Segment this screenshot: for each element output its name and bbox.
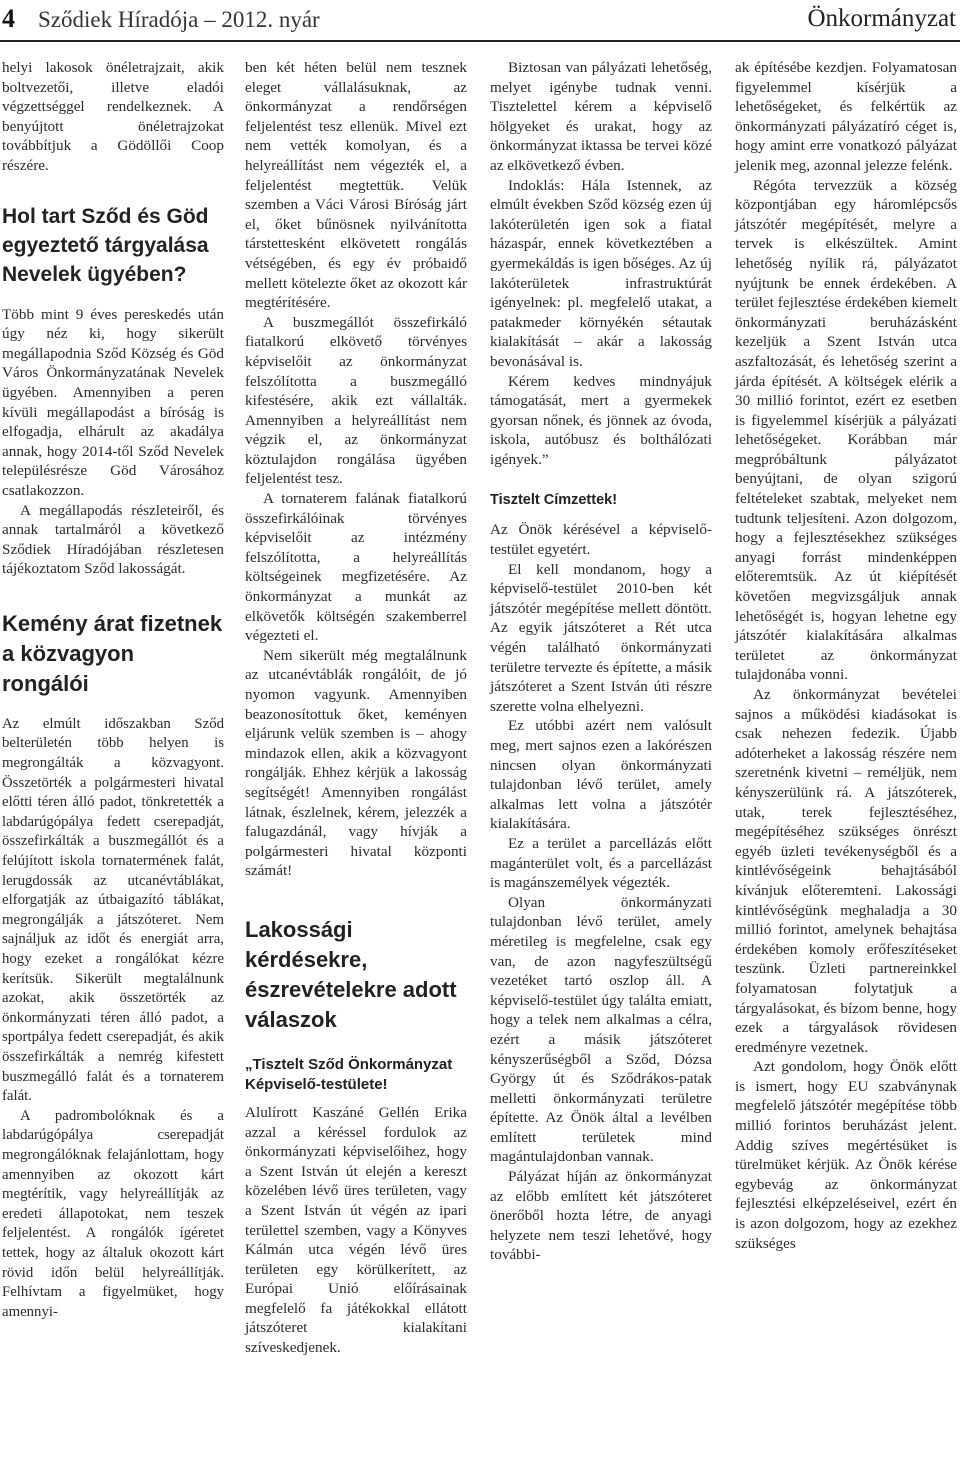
paragraph: Az elmúlt időszakban Sződ belterületén több helyen is megrongálták a közvagyont. Összetörték a polgármesteri hivatal előtti téren álló padot, tönkretették a labdarúgópálya fedett cserepadját, összefirkálták a buszmegállót és a felújított iskola tornatermének falát, lerugdossák az utcanévtáblákat, elforgatják az útbaigazító táblákat, megrongálják a játszóteret. Nem sajnáljuk az időt és energiát arra, hogy ezeket a rongálókat kézre kerítsük. Sikerült megtalálnunk azokat, akik összetörték az önkormányzati téren álló padot, a sportpálya fedett cserepadját, és akik összefirkálták a nemrég kifestett buszmegálló falát és a tornaterem falát. bbox=[2, 715, 224, 1105]
paragraph: Nem sikerült még megtalálnunk az utcanévtáblák rongálóit, de jó nyomon vagyunk. Amennyiben beazonosítottuk őket, keményen eljárunk velük szemben is – ahogy mindazok ellen, akik a közvagyont rongálják. Ehhez kérjük a lakosság segítségét! Amennyiben rongálást látnak, észlelnek, kérem, jelezzék a falugazdánál, vagy hívják a polgármesteri hivatal központi számát! bbox=[245, 646, 467, 880]
header-rule bbox=[0, 40, 960, 42]
headline-nevelek: Hol tart Sződ és Göd egyeztető tárgyalása Nevelek ügyében? bbox=[2, 204, 209, 286]
page-number: 4 bbox=[2, 4, 15, 33]
headline-kozvagyon: Kemény árat fizetnek a közvagyon rongálói bbox=[2, 610, 223, 696]
paragraph: El kell mondanom, hogy a képviselő-testület 2010-ben két játszótér megépítése mellett döntött. Az egyik játszóteret a Rét utca végén található önkormányzati területre tervezte és építette, a másik játszóteret a Szent István úti részre szerette volna elhelyezni. bbox=[490, 560, 712, 715]
paragraph: ak építésébe kezdjen. Folyamatosan figyelemmel kísérjük a lehetőségeket, és felkértük az önkormányzati pályázatíró céget is, hogy amint erre vonatkozó pályázat jelenik meg, azonnal jelezze felénk. bbox=[735, 59, 957, 174]
paragraph: Azt gondolom, hogy Önök előtt is ismert, hogy EU szabványnak megfelelő játszótér megépítése több millió forintos beruházást jelent. Addig szíves megértésüket is türelmüket kérjük. Az Önök kérése egybevág az önkormányzat fejlesztési elképzeléseivel, ezért én is azon dolgozom, hogy az ezekhez szükséges bbox=[735, 1058, 957, 1252]
paragraph: Olyan önkormányzati tulajdonban lévő terület, amely méretileg is megfelelne, csak egy van, de azon nagyfeszültségű vezetéket tartó oszlop áll. A képviselő-testület úgy találta emiatt, hogy a telek nem alkalmas a célra, ezért a másik játszóteret kényszerűségből a Sződ, Dózsa György út és Sződrákos-patak melletti önkormányzati területre építette. Az Önök által a levélben említett területek mind magántulajdonban vannak. bbox=[490, 893, 712, 1166]
headline-lakossagi: Lakossági kérdésekre, észrevételekre adott válaszok bbox=[245, 916, 457, 1032]
paragraph: Több mint 9 éves pereskedés után úgy néz ki, hogy sikerült megállapodnia Sződ Község és Göd Város Önkormányzatának Nevelek ügyében. Amennyiben a peren kívüli megállapodást a bíróság is elfogadja, elhárult az akadálya annak, hogy 2014-től Sződ Nevelek településrésze Göd Városához csatlakozzon. bbox=[2, 305, 224, 499]
paragraph: helyi lakosok önéletrajzait, akik boltvezetői, illetve eladói végzettséggel rendelkeznek. A benyújtott önéletrajzokat továbbítjuk a Gödöllői Coop részére. bbox=[2, 59, 224, 174]
letter-salutation: „Tisztelt Sződ Önkormányzat Képviselő-testülete! bbox=[245, 1055, 453, 1093]
paragraph: Kérem kedves mindnyájuk támogatását, mert a gyermekek gyorsan nőnek, és jönnek az óvoda, iskola, autóbusz és bolthálózati igények.” bbox=[490, 372, 712, 468]
column-2 bbox=[245, 58, 467, 1358]
column-3 bbox=[490, 58, 712, 1265]
paragraph: A tornaterem falának fiatalkorú összefirkálóinak törvényes képviselőit az intézmény felszólította, a helyreállítás költségeinek megfizetésére. Az önkormányzat a munkát az elkövetők költségén szakemberrel végezteti el. bbox=[245, 490, 467, 645]
paragraph: A buszmegállót összefirkáló fiatalkorú elkövető törvényes képviselőit az önkormányzat felszólította a buszmegálló kifestésére, akik ezt vállalták. Amennyiben a helyreállítást nem végzik el, az önkormányzat köztulajdon rongálása ügyében feljelentést tesz. bbox=[245, 313, 467, 488]
paragraph: Régóta tervezzük a község központjában egy háromlépcsős játszótér megépítését, melyre a tervek is elkészültek. Amint lehetőség nyílik rá, pályázatot nyújtunk be ennek érdekében. A terület fejlesztése érdekében kiemelt önkormányzati beruházásként kezeljük a Szent István utca aszfaltozását, és lehetőség szerint a járda építését. A költségek elérik a 30 millió forintot, ezért ez esetben is figyelemmel kísérjük a pályázati lehetőségeket. Korábban már megpróbáltunk pályázatot benyújtani, de olyan szigorú feltételeket szabtak, melyeket nem tudtunk teljesíteni. Azon dolgozom, hogy a fejlesztésekhez szükséges anyagi forrást mindenképpen előteremtsük. Az út kiépítését követően megvizsgáljuk annak lehetőségét is, hogyan lehetne egy játszótér kialakítására alkalmas területet az önkormányzat tulajdonába vonni. bbox=[735, 176, 957, 684]
paragraph: A megállapodás részleteiről, és annak tartalmáról a következő Sződiek Híradójában részletesen tájékoztatom Sződ lakosságát. bbox=[2, 501, 224, 578]
paragraph: A padrombolóknak és a labdarúgópálya cserepadját megrongálóknak felajánlottam, hogy amennyiben az okozott kárt megtérítik, vagy helyreállítják az eredeti állapotokat, nem teszek feljelentést. A rongálók ígéretet tettek, hogy az általuk okozott kárt rövid időn belül helyreállítják. Felhívtam a figyelmüket, hogy amennyi- bbox=[2, 1107, 224, 1320]
paragraph: Biztosan van pályázati lehetőség, melyet igénybe tudnak venni. Tisztelettel kérem a képviselő hölgyeket és urakat, hogy az önkormányzat iktassa be tervei közé az elkövetkező évben. bbox=[490, 59, 712, 174]
publication-title: Sződiek Híradója – 2012. nyár bbox=[38, 7, 320, 32]
paragraph: Az Önök kérésével a képviselő-testület egyetért. bbox=[490, 521, 712, 559]
paragraph: Alulírott Kaszáné Gellén Erika azzal a kéréssel fordulok az önkormányzati képviselőihez, hogy a Szent István út elején a kereszt közelében lévő üres területen, vagy a Szent István út végén az ipari területtel szemben, vagy a Könyves Kálmán utca végén lévő üres területen egy körülkerített, az Európai Unió előírásainak megfelelő fa játékokkal ellátott játszóteret kialakítani szíveskedjenek. bbox=[245, 1103, 467, 1357]
paragraph: Ez utóbbi azért nem valósult meg, mert sajnos ezen a lakórészen nincsen olyan önkormányzati tulajdonban lévő terület, amely alkalmas lett volna a játszótér kialakítására. bbox=[490, 717, 712, 833]
column-4 bbox=[735, 58, 957, 1253]
paragraph: Indoklás: Hála Istennek, az elmúlt években Sződ község ezen új lakóterületén igen sok a fiatal házaspár, ennek következtében a gyermekáldás is igen bőséges. Az új lakóterületek infrastruktúrát igényelnek: pl. megfelelő utakat, a patakmeder környékén sétautak kialakítását – akár a lakosság bevonásával is. bbox=[490, 176, 712, 370]
paragraph: ben két héten belül nem tesznek eleget vállalásuknak, az önkormányzat a rendőrségen feljelentést tesz ellenük. Mivel ezt nem vették komolyan, és a helyreállítást nem végezték el, a feljelentést megtettük. Velük szemben a Váci Városi Bíróság járt el, őket bűnösnek nyilvánította társtettesként elkövetett rongálás vétségében, és egy év próbaidő mellett kötelezte őket az okozott kár megtérítésére. bbox=[245, 59, 467, 312]
paragraph: Az önkormányzat bevételei sajnos a működési kiadásokat is csak nehezen fedezik. Újabb adóterheket a lakosság részére nem szeretnénk kivetni – reméljük, nem kényszerülünk rá. A játszóterek, utak, terek fejlesztéséhez, megépítéséhez szükséges önrészt egyéb üzleti tevékenységből és a kintlévőségeink behajtásából kívánjuk előteremteni. Lakossági kintlévőségünk meghaladja a 30 millió forintot, amelynek behajtása érdekében komoly erőfeszítéseket teszünk. Üzleti partnereinkkel folyamatosan folytatjuk a tárgyalásokat, és bízom benne, hogy ezek a tárgyalások rövidesen eredményre vezetnek. bbox=[735, 686, 957, 1056]
subheading-cimzettek: Tisztelt Címzettek! bbox=[490, 492, 618, 509]
paragraph: Pályázat híján az önkormányzat az előbb említett két játszóteret önerőből hozta létre, de anyagi helyzete nem teszi lehetővé, hogy további- bbox=[490, 1168, 712, 1264]
column-1 bbox=[2, 58, 224, 1322]
section-title: Önkormányzat bbox=[807, 5, 956, 32]
paragraph: Ez a terület a parcellázás előtt magánterület volt, és a parcellázást is magánszemélyek végezték. bbox=[490, 834, 712, 892]
page-header bbox=[0, 0, 960, 46]
